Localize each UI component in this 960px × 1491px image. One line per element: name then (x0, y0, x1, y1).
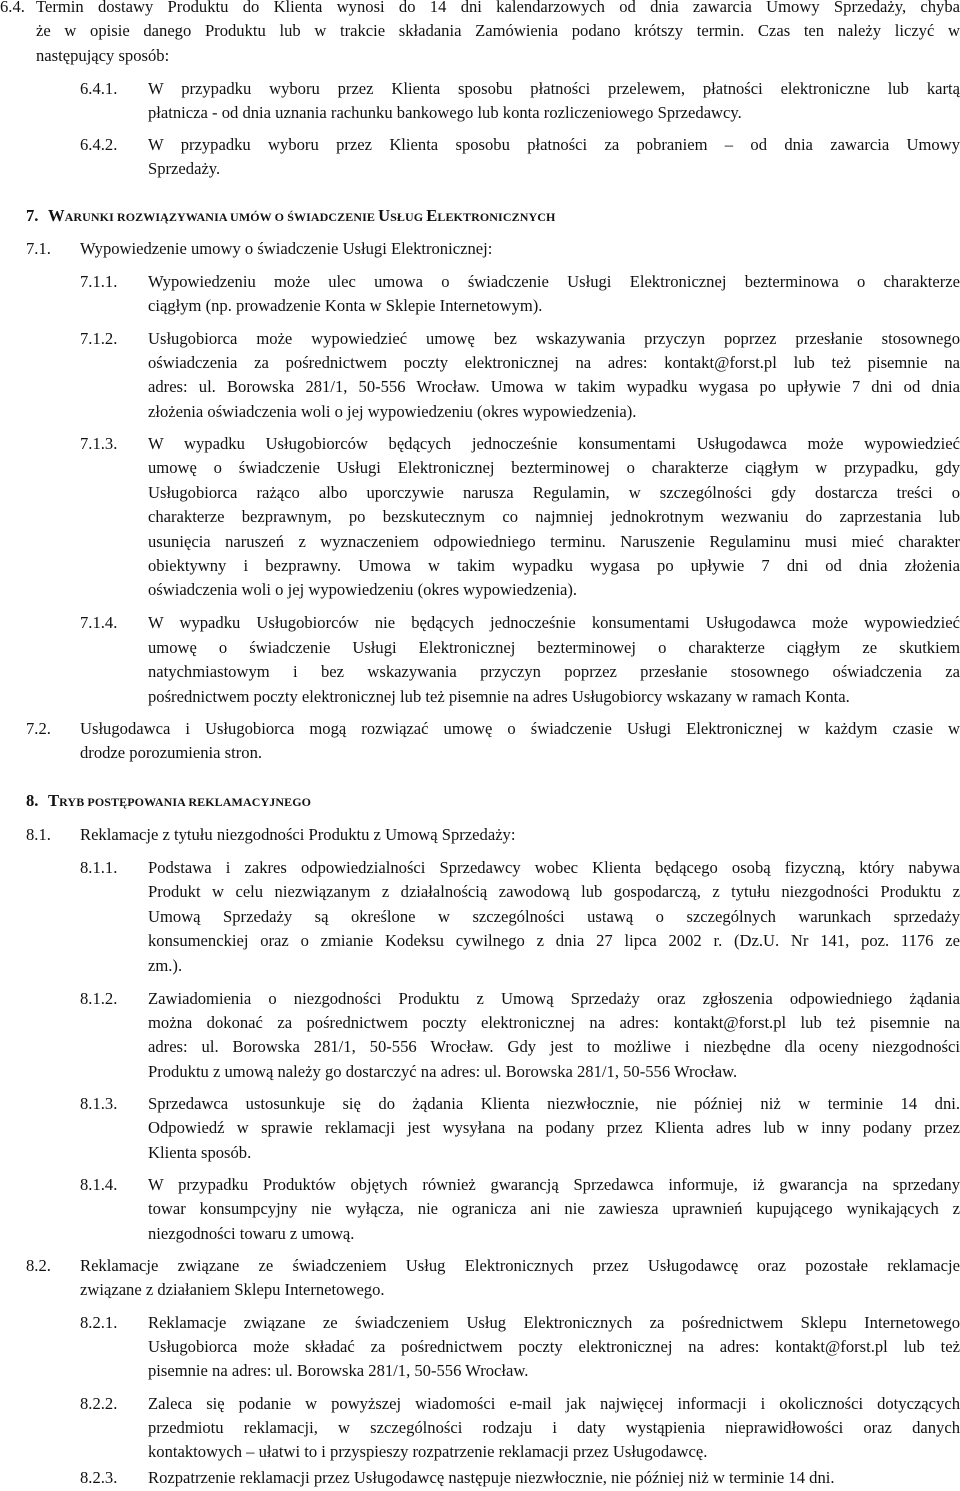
item-number-7-1-1: 7.1.1. (80, 272, 118, 291)
paragraph-line: Zawiadomienia o niezgodności Produktu z Umową Sprzedaży oraz zgłoszenia odpowiedniego żądania (148, 989, 960, 1008)
paragraph-line: Sprzedawca ustosunkuje się do żądania Klienta niezwłocznie, nie później niż w terminie 14 dni. (148, 1094, 960, 1113)
item-number-7-1-3: 7.1.3. (80, 434, 118, 453)
paragraph-line: Reklamacje związane ze świadczeniem Usług Elektronicznych za pośrednictwem Sklepu Internetowego (148, 1313, 960, 1332)
paragraph-line: konsumenckiej oraz o zmianie Kodeksu cywilnego z dnia 27 lipca 2002 r. (Dz.U. Nr 141, poz. 1176 ze (148, 931, 960, 950)
subsection-number-7-2: 7.2. (26, 719, 51, 738)
paragraph-line: W wypadku Usługobiorców nie będących jednocześnie konsumentami Usługodawca może wypowiedzieć (148, 613, 960, 632)
paragraph-line: Usługobiorca może wypowiedzieć umowę bez wskazywania przyczyn poprzez przesłanie stosownego (148, 329, 960, 348)
subsection-title: Wypowiedzenie umowy o świadczenie Usługi Elektronicznej: (80, 239, 493, 258)
paragraph-line: adres: ul. Borowska 281/1, 50-556 Wrocław. Umowa w takim wypadku wygasa po upływie 7 dni od dnia (148, 377, 960, 396)
item-number-7-1-2: 7.1.2. (80, 329, 118, 348)
paragraph-line: Usługobiorca rażąco albo uporczywie narusza Regulamin, w szczególności gdy dostarcza treści o (148, 483, 960, 502)
paragraph-line: Sprzedaży. (148, 159, 221, 178)
item-number-8-1-1: 8.1.1. (80, 858, 118, 877)
paragraph-line: Umową Sprzedaży są określone w szczególności ustawą o szczególnych warunkach sprzedaży (148, 907, 960, 926)
paragraph-line: umowę o świadczenie Usługi Elektronicznej bezterminowej o charakterze ciągłym ze skutkiem (148, 638, 960, 657)
paragraph-line: W wypadku Usługobiorców będących jednocześnie konsumentami Usługodawca może wypowiedzieć (148, 434, 960, 453)
item-number-6-4-2: 6.4.2. (80, 135, 118, 154)
paragraph-line: niezgodności towaru z umową. (148, 1224, 355, 1243)
paragraph-line: można dokonać za pośrednictwem poczty elektronicznej na adres: kontakt@forst.pl lub też pisemnie na (148, 1013, 960, 1032)
paragraph-line: że w opisie danego Produktu lub w trakcie składania Zamówienia podano krótszy termin. Czas ten należy liczyć w (36, 21, 960, 40)
item-number-8-2-3: 8.2.3. (80, 1468, 118, 1487)
paragraph-line: kontaktowych – ułatwi to i przyspieszy rozpatrzenie reklamacji przez Usługodawcę. (148, 1442, 708, 1461)
paragraph-line: Zaleca się podanie w powyższej wiadomości e-mail jak najwięcej informacji i okoliczności dotyczących (148, 1394, 960, 1413)
paragraph-line: przedmiotu reklamacji, w szczególności rodzaju i daty wystąpienia nieprawidłowości oraz danych (148, 1418, 960, 1437)
paragraph-line: Odpowiedź w sprawie reklamacji jest wysyłana na podany przez Klienta adres lub w inny podany przez (148, 1118, 960, 1137)
paragraph-line: zm.). (148, 956, 183, 975)
paragraph-line: charakterze bezprawnym, po bezskutecznym co najmniej jednokrotnym wezwaniu do zaprzestania lub (148, 507, 960, 526)
paragraph-line: adres: ul. Borowska 281/1, 50-556 Wrocław. Gdy jest to możliwe i niezbędne dla oceny niezgodności (148, 1037, 960, 1056)
paragraph-line: Rozpatrzenie reklamacji przez Usługodawcę następuje niezwłocznie, nie później niż w terminie 14 dni. (148, 1468, 835, 1487)
section-number-8: 8. (26, 791, 39, 810)
paragraph-line: Reklamacje związane ze świadczeniem Usług Elektronicznych przez Usługodawcę oraz pozostałe reklamacje (80, 1256, 960, 1275)
item-number-6-4-1: 6.4.1. (80, 79, 118, 98)
section-number-6-4: 6.4. (0, 0, 25, 16)
paragraph-line: ciągłym (np. prowadzenie Konta w Sklepie Internetowym). (148, 296, 543, 315)
paragraph-line: towar konsumpcyjny nie wyłącza, nie ogranicza ani nie zawiesza uprawnień kupującego wynikających z (148, 1199, 960, 1218)
paragraph-line: następujący sposób: (36, 46, 170, 65)
paragraph-line: obiektywny i bezprawny. Umowa w takim wypadku wygasa po upływie 7 dni od dnia złożenia (148, 556, 960, 575)
paragraph-line: oświadczenia za pośrednictwem poczty elektronicznej na adres: kontakt@forst.pl lub też pisemnie na (148, 353, 960, 372)
item-number-8-1-2: 8.1.2. (80, 989, 118, 1008)
paragraph-line: oświadczenia woli o jej wypowiedzeniu (okres wypowiedzenia). (148, 580, 577, 599)
paragraph-line: W przypadku wyboru przez Klienta sposobu płatności przelewem, płatności elektroniczne lub kartą (148, 79, 960, 98)
subsection-number-8-2: 8.2. (26, 1256, 51, 1275)
paragraph-line: Termin dostawy Produktu do Klienta wynosi do 14 dni kalendarzowych od dnia zawarcia Umowy Sprzedaży, chyba (36, 0, 960, 16)
paragraph-line: Produkt w celu niezwiązanym z działalnością zawodową lub gospodarczą, z tytułu niezgodności Produktu z (148, 882, 960, 901)
paragraph-line: Podstawa i zakres odpowiedzialności Sprzedawcy wobec Klienta będącego osobą fizyczną, który nabywa (148, 858, 960, 877)
paragraph-line: związane z działaniem Sklepu Internetowego. (80, 1280, 385, 1299)
paragraph-line: W przypadku wyboru przez Klienta sposobu płatności za pobraniem – od dnia zawarcia Umowy (148, 135, 960, 154)
section-heading-8: TRYB POSTĘPOWANIA REKLAMACYJNEGO (48, 791, 312, 810)
subsection-title: Reklamacje z tytułu niezgodności Produktu z Umową Sprzedaży: (80, 825, 516, 844)
section-heading-7: WARUNKI ROZWIĄZYWANIA UMÓW O ŚWIADCZENIE USŁUG ELEKTRONICZNYCH (48, 206, 556, 225)
paragraph-line: Klienta sposób. (148, 1143, 252, 1162)
item-number-8-1-3: 8.1.3. (80, 1094, 118, 1113)
item-number-7-1-4: 7.1.4. (80, 613, 118, 632)
item-number-8-2-2: 8.2.2. (80, 1394, 118, 1413)
paragraph-line: Produktu z umową należy go dostarczyć na adres: ul. Borowska 281/1, 50-556 Wrocław. (148, 1062, 738, 1081)
paragraph-line: drodze porozumienia stron. (80, 743, 263, 762)
section-number-7: 7. (26, 206, 39, 225)
paragraph-line: usunięcia naruszeń z wyznaczeniem odpowiedniego terminu. Naruszenie Regulaminu musi mieć charakter (148, 532, 960, 551)
item-number-8-1-4: 8.1.4. (80, 1175, 118, 1194)
paragraph-line: złożenia oświadczenia woli o jej wypowiedzeniu (okres wypowiedzenia). (148, 402, 637, 421)
paragraph-line: pisemnie na adres: ul. Borowska 281/1, 50-556 Wrocław. (148, 1361, 529, 1380)
subsection-number-7-1: 7.1. (26, 239, 51, 258)
subsection-number-8-1: 8.1. (26, 825, 51, 844)
paragraph-line: W przypadku Produktów objętych również gwarancją Sprzedawca informuje, iż gwarancja na sprzedany (148, 1175, 960, 1194)
paragraph-line: Usługobiorca może składać za pośrednictwem poczty elektronicznej na adres: kontakt@forst.pl lub też (148, 1337, 960, 1356)
item-number-8-2-1: 8.2.1. (80, 1313, 118, 1332)
paragraph-line: płatnicza - od dnia uznania rachunku bankowego lub konta rozliczeniowego Sprzedawcy. (148, 103, 742, 122)
paragraph-line: pośrednictwem poczty elektronicznej lub też pisemnie na adres Usługobiorcy wskazany w ramach Konta. (148, 687, 850, 706)
paragraph-line: umowę o świadczenie Usługi Elektronicznej bezterminowej o charakterze ciągłym w przypadku, gdy (148, 458, 960, 477)
paragraph-line: Wypowiedzeniu może ulec umowa o świadczenie Usługi Elektronicznej bezterminowa o charakterze (148, 272, 960, 291)
paragraph-line: natychmiastowym i bez wskazywania przyczyn poprzez przesłanie stosownego oświadczenia za (148, 662, 960, 681)
paragraph-line: Usługodawca i Usługobiorca mogą rozwiązać umowę o świadczenie Usługi Elektronicznej w każdym czasie w (80, 719, 960, 738)
